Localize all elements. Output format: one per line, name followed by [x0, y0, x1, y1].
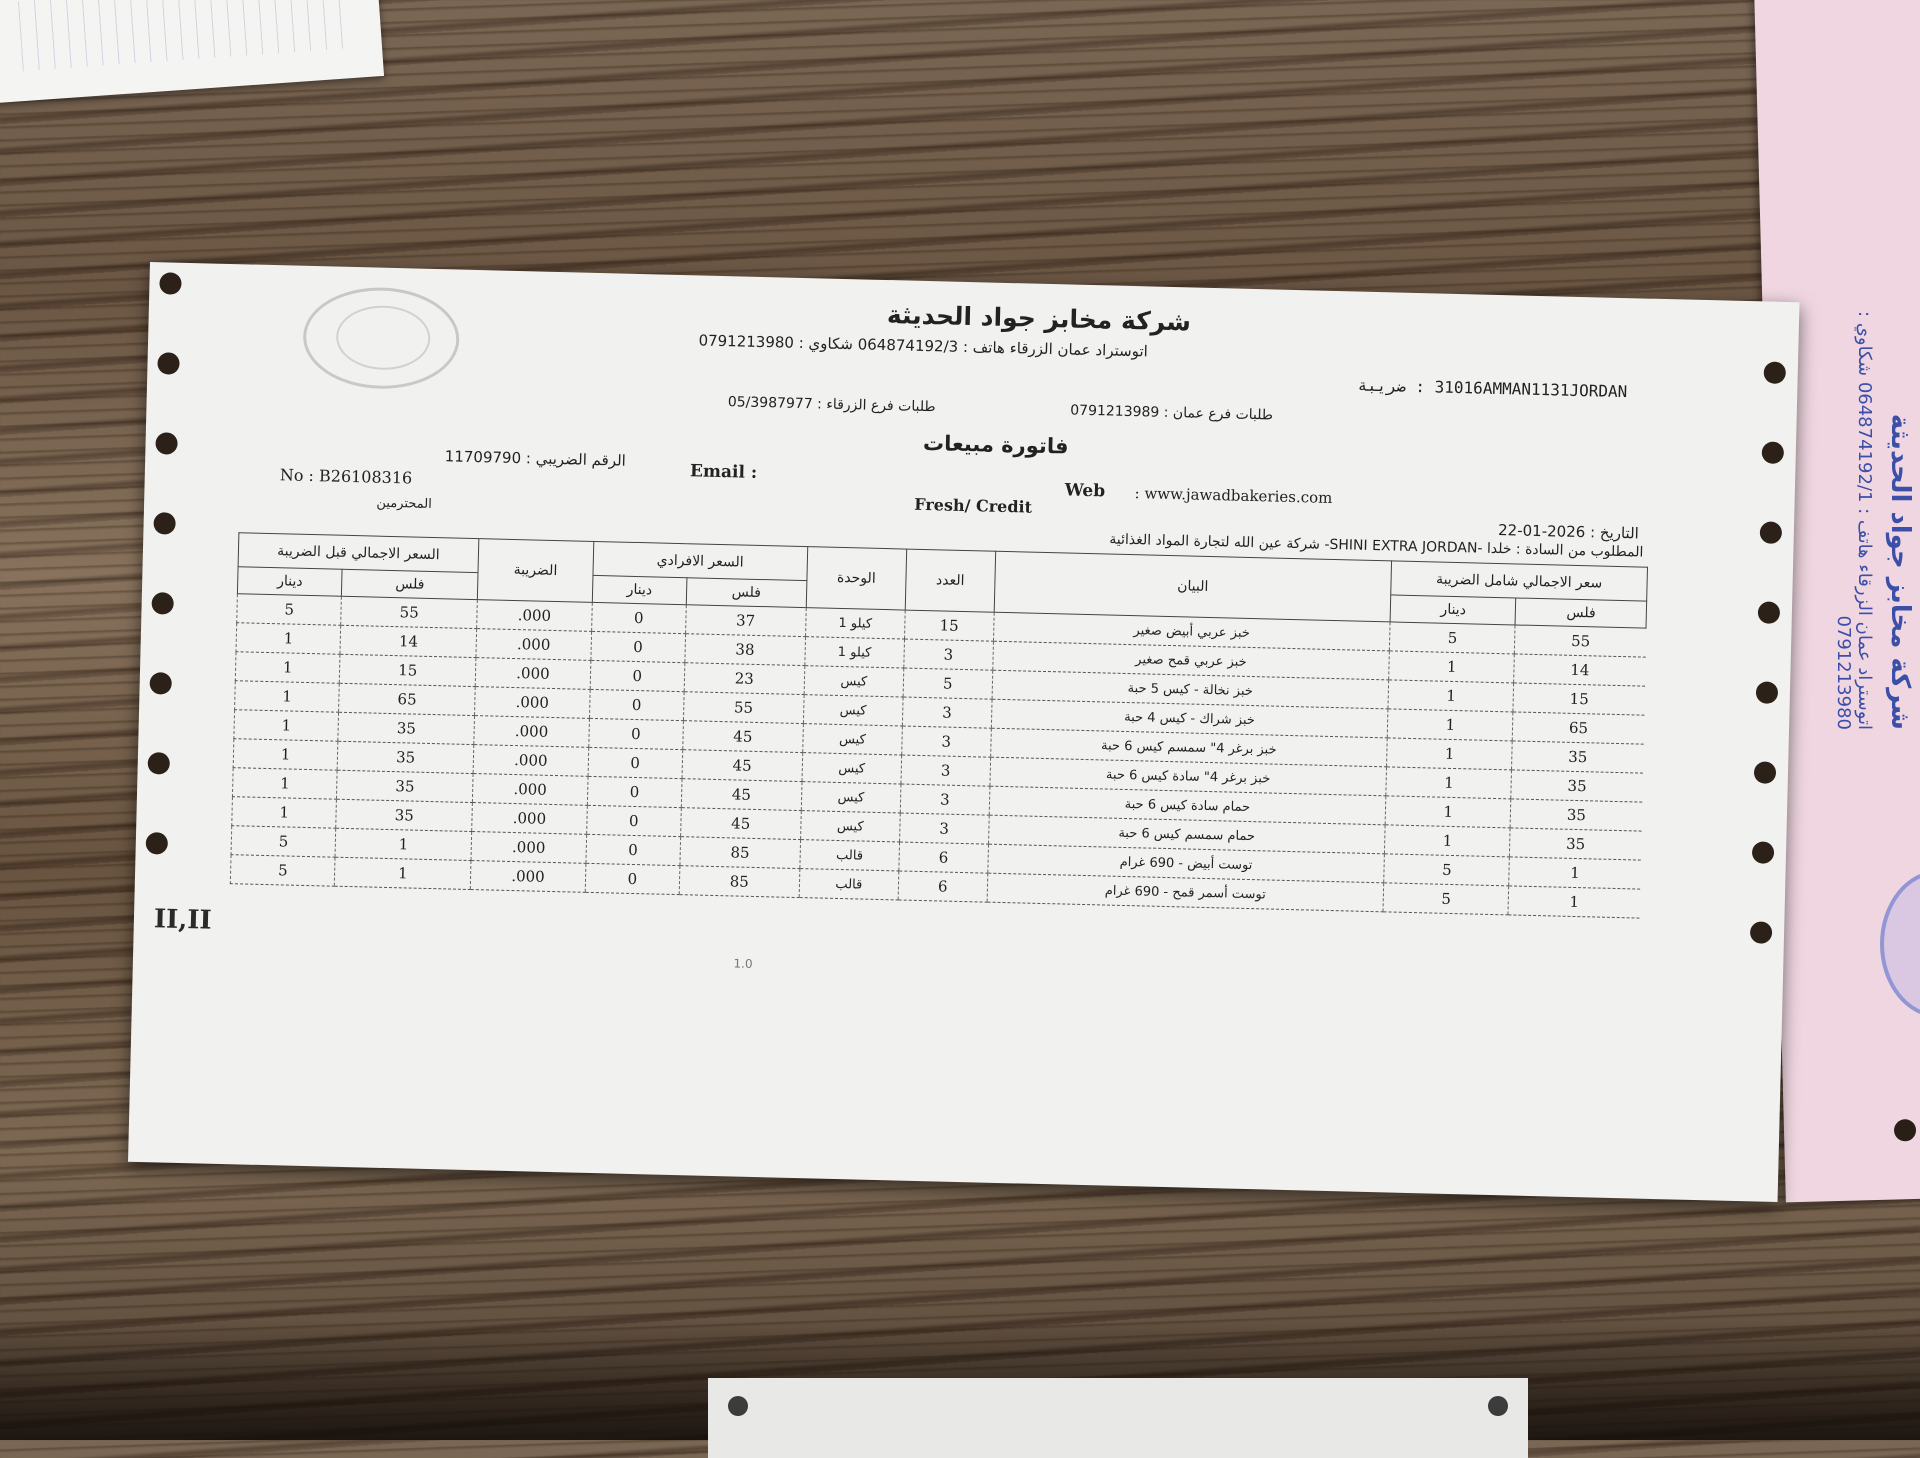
cell-total-before-tax-dinar: 1: [232, 797, 337, 829]
web-label: Web: [1064, 480, 1106, 502]
sprocket-hole: [1756, 681, 1779, 704]
cell-tax-value: .000: [472, 774, 587, 806]
bottom-paper-strip: [708, 1378, 1528, 1458]
header-description: البيان: [994, 551, 1392, 622]
sprocket-hole: [146, 832, 169, 855]
cell-total-before-tax-fils: 14: [340, 625, 476, 657]
cell-unit-price-fils: 23: [684, 663, 805, 695]
cell-unit-price-dinar: 0: [586, 834, 681, 865]
cell-unit-price-dinar: 0: [591, 602, 686, 633]
invoice-items-table: [230, 532, 1648, 918]
cell-total-before-tax-fils: 55: [341, 596, 477, 628]
header-dinar: دينار: [237, 567, 342, 597]
cell-total-with-tax-fils: 35: [1512, 741, 1643, 773]
cell-description: خبز برغر 4" سمسم كيس 6 حبة: [990, 728, 1387, 767]
cell-unit: كيلو 1: [805, 608, 905, 639]
cell-count: 3: [899, 813, 988, 844]
cell-unit-price-dinar: 0: [589, 689, 684, 720]
cell-tax-value: .000: [476, 629, 591, 661]
pink-copy-address: اتوستراد عمان الزرقاء هاتف : 064874192/1 شكاوي : 0791213980: [1833, 311, 1875, 730]
handwritten-note: II,II: [153, 904, 212, 936]
footer-mark: 1.0: [733, 956, 753, 971]
company-name: شركة مخابز جواد الحديثة: [886, 300, 1192, 337]
sprocket-hole: [157, 352, 180, 375]
header-count: العدد: [905, 549, 995, 612]
cell-unit: قالب: [800, 840, 900, 871]
cell-unit-price-fils: 37: [685, 605, 806, 637]
company-logo: [302, 286, 460, 391]
cell-total-before-tax-fils: 35: [338, 712, 474, 744]
cell-total-with-tax-dinar: 5: [1383, 883, 1509, 915]
cell-total-with-tax-fils: 15: [1513, 683, 1644, 715]
cell-total-before-tax-fils: 1: [335, 828, 471, 860]
sales-invoice: [128, 262, 1799, 1202]
sprocket-hole: [1760, 521, 1783, 544]
cell-total-with-tax-dinar: 1: [1388, 680, 1514, 712]
cell-description: خبز برغر 4" سادة كيس 6 حبة: [990, 757, 1387, 796]
cell-tax-value: .000: [471, 832, 586, 864]
tax-number: الرقم الضريبي : 11709790: [444, 447, 627, 470]
cell-unit: كيس: [801, 782, 901, 813]
cell-count: 3: [902, 726, 991, 757]
cell-description: توست أبيض - 690 غرام: [987, 844, 1384, 883]
header-dinar: دينار: [1390, 595, 1516, 625]
cell-total-before-tax-dinar: 5: [231, 826, 336, 858]
cell-total-before-tax-dinar: 1: [233, 739, 338, 771]
cell-total-before-tax-fils: 35: [337, 770, 473, 802]
cell-unit: كيس: [802, 753, 902, 784]
cell-total-with-tax-fils: 35: [1511, 799, 1642, 831]
background-paper-top-left: [0, 0, 384, 104]
cell-total-with-tax-fils: 1: [1508, 886, 1639, 918]
company-address: اتوستراد عمان الزرقاء هاتف : 064874192/3 شكاوي : 0791213980: [698, 331, 1149, 361]
pink-copy-header: [1795, 230, 1915, 730]
cell-tax-value: .000: [473, 745, 588, 777]
sprocket-hole: [1754, 761, 1777, 784]
cell-description: خبز عربي أبيض صغير: [993, 612, 1390, 651]
cell-count: 5: [903, 668, 992, 699]
cell-count: 3: [900, 784, 989, 815]
cell-unit-price-dinar: 0: [589, 718, 684, 749]
sprocket-hole: [159, 272, 182, 295]
sprocket-hole: [151, 592, 174, 615]
web-address: : www.jawadbakeries.com: [1134, 484, 1333, 507]
cell-count: 15: [904, 610, 993, 641]
cell-tax-value: .000: [470, 861, 585, 893]
cell-tax-value: .000: [472, 803, 587, 835]
cell-total-before-tax-fils: 65: [339, 683, 475, 715]
header-total-with-tax: سعر الاجمالي شامل الضريبة: [1391, 561, 1648, 601]
cell-count: 3: [901, 755, 990, 786]
header-tax: الضريبة: [477, 539, 593, 603]
cell-total-before-tax-fils: 35: [337, 741, 473, 773]
email-label: Email :: [689, 461, 758, 483]
cell-total-with-tax-fils: 35: [1510, 828, 1641, 860]
cell-total-before-tax-dinar: 1: [236, 623, 341, 655]
cell-unit-price-dinar: 0: [588, 747, 683, 778]
cell-unit: قالب: [799, 869, 899, 900]
branch-amman-phone: طلبات فرع عمان : 0791213989: [1070, 402, 1274, 424]
cell-total-before-tax-fils: 15: [340, 654, 476, 686]
cell-unit-price-dinar: 0: [585, 863, 680, 894]
cell-tax-value: .000: [474, 716, 589, 748]
cell-unit: كيس: [804, 666, 904, 697]
cell-unit-price-fils: 45: [681, 779, 802, 811]
cell-total-before-tax-dinar: 5: [230, 855, 335, 887]
pink-copy-company-name: شركة مخابز جواد الحديثة: [1885, 413, 1915, 730]
header-dinar: دينار: [592, 575, 687, 604]
sprocket-hole: [1758, 601, 1781, 624]
sprocket-hole: [153, 512, 176, 535]
cell-description: خبز نخالة - كيس 5 حبة: [992, 670, 1389, 709]
cell-total-with-tax-dinar: 1: [1385, 825, 1511, 857]
pink-sheet-hole: [1894, 1119, 1917, 1142]
cell-tax-value: .000: [475, 687, 590, 719]
tax-id-line: 31016AMMAN1131JORDAN : ضريبة: [1357, 375, 1628, 402]
cell-unit-price-dinar: 0: [590, 660, 685, 691]
cell-unit-price-fils: 45: [682, 750, 803, 782]
branch-zarqa-phone: طلبات فرع الزرقاء : 05/3987977: [727, 394, 936, 416]
cell-total-before-tax-fils: 35: [336, 799, 472, 831]
cell-description: خبز شراك - كيس 4 حبة: [991, 699, 1388, 738]
sprocket-hole: [149, 672, 172, 695]
respected-label: المحترمين: [376, 495, 433, 512]
cell-total-before-tax-dinar: 1: [235, 681, 340, 713]
payment-type: Fresh/ Credit: [914, 494, 1033, 517]
cell-description: توست أسمر قمح - 690 غرام: [987, 873, 1384, 912]
cell-tax-value: .000: [477, 600, 592, 632]
header-total-before-tax: السعر الاجمالي قبل الضريبة: [238, 533, 479, 573]
sprocket-hole: [1750, 921, 1773, 944]
cell-description: حمام سادة كيس 6 حبة: [989, 786, 1386, 825]
sprocket-hole: [155, 432, 178, 455]
invoice-number: No : B26108316: [279, 465, 413, 488]
cell-description: خبز عربي قمح صغير: [992, 641, 1389, 680]
cell-total-with-tax-dinar: 1: [1386, 767, 1512, 799]
header-unit: الوحدة: [806, 547, 907, 610]
cell-total-with-tax-dinar: 1: [1387, 738, 1513, 770]
cell-unit-price-fils: 85: [680, 837, 801, 869]
sprocket-hole: [1752, 841, 1775, 864]
cell-unit: كيس: [802, 724, 902, 755]
customer-name: المطلوب من السادة : خلدا -SHINI EXTRA JORDAN- شركة عين الله لتجارة المواد الغذائية: [1109, 531, 1644, 561]
cell-count: 6: [899, 842, 988, 873]
invoice-date: التاريخ : 2026-01-22: [1497, 521, 1640, 543]
cell-unit-price-dinar: 0: [587, 776, 682, 807]
cell-description: حمام سمسم كيس 6 حبة: [988, 815, 1385, 854]
cell-total-with-tax-dinar: 1: [1389, 651, 1515, 683]
header-fils: فلس: [342, 569, 478, 599]
cell-unit-price-fils: 85: [679, 866, 800, 898]
cell-total-with-tax-dinar: 1: [1385, 796, 1511, 828]
cell-unit: كيلو 1: [805, 637, 905, 668]
sprocket-hole: [147, 752, 170, 775]
invoice-title: فاتورة مبيعات: [922, 430, 1069, 459]
cell-total-with-tax-dinar: 5: [1390, 622, 1516, 654]
cell-tax-value: .000: [475, 658, 590, 690]
cell-total-with-tax-fils: 14: [1514, 654, 1645, 686]
cell-total-with-tax-fils: 1: [1509, 857, 1640, 889]
cell-total-with-tax-fils: 55: [1515, 625, 1646, 657]
cell-unit-price-dinar: 0: [591, 631, 686, 662]
cell-total-with-tax-dinar: 1: [1387, 709, 1513, 741]
cell-count: 6: [898, 871, 987, 902]
sprocket-hole: [1764, 361, 1787, 384]
cell-unit-price-dinar: 0: [586, 805, 681, 836]
cell-total-before-tax-dinar: 1: [232, 768, 337, 800]
cell-unit: كيس: [800, 811, 900, 842]
cell-total-with-tax-fils: 65: [1513, 712, 1644, 744]
cell-total-before-tax-fils: 1: [335, 857, 471, 889]
cell-count: 3: [902, 697, 991, 728]
cell-unit: كيس: [803, 695, 903, 726]
sprocket-hole: [1762, 441, 1785, 464]
cell-count: 3: [904, 639, 993, 670]
cell-total-before-tax-dinar: 1: [234, 710, 339, 742]
cell-total-with-tax-fils: 35: [1511, 770, 1642, 802]
cell-unit-price-fils: 38: [685, 634, 806, 666]
cell-unit-price-fils: 45: [680, 808, 801, 840]
header-fils: فلس: [686, 578, 807, 608]
header-fils: فلس: [1515, 598, 1646, 628]
cell-total-before-tax-dinar: 5: [237, 594, 342, 626]
cell-total-with-tax-dinar: 5: [1384, 854, 1510, 886]
cell-total-before-tax-dinar: 1: [235, 652, 340, 684]
cell-unit-price-fils: 55: [683, 692, 804, 724]
header-unit-price: السعر الافرادي: [593, 541, 808, 580]
cell-unit-price-fils: 45: [682, 721, 803, 753]
